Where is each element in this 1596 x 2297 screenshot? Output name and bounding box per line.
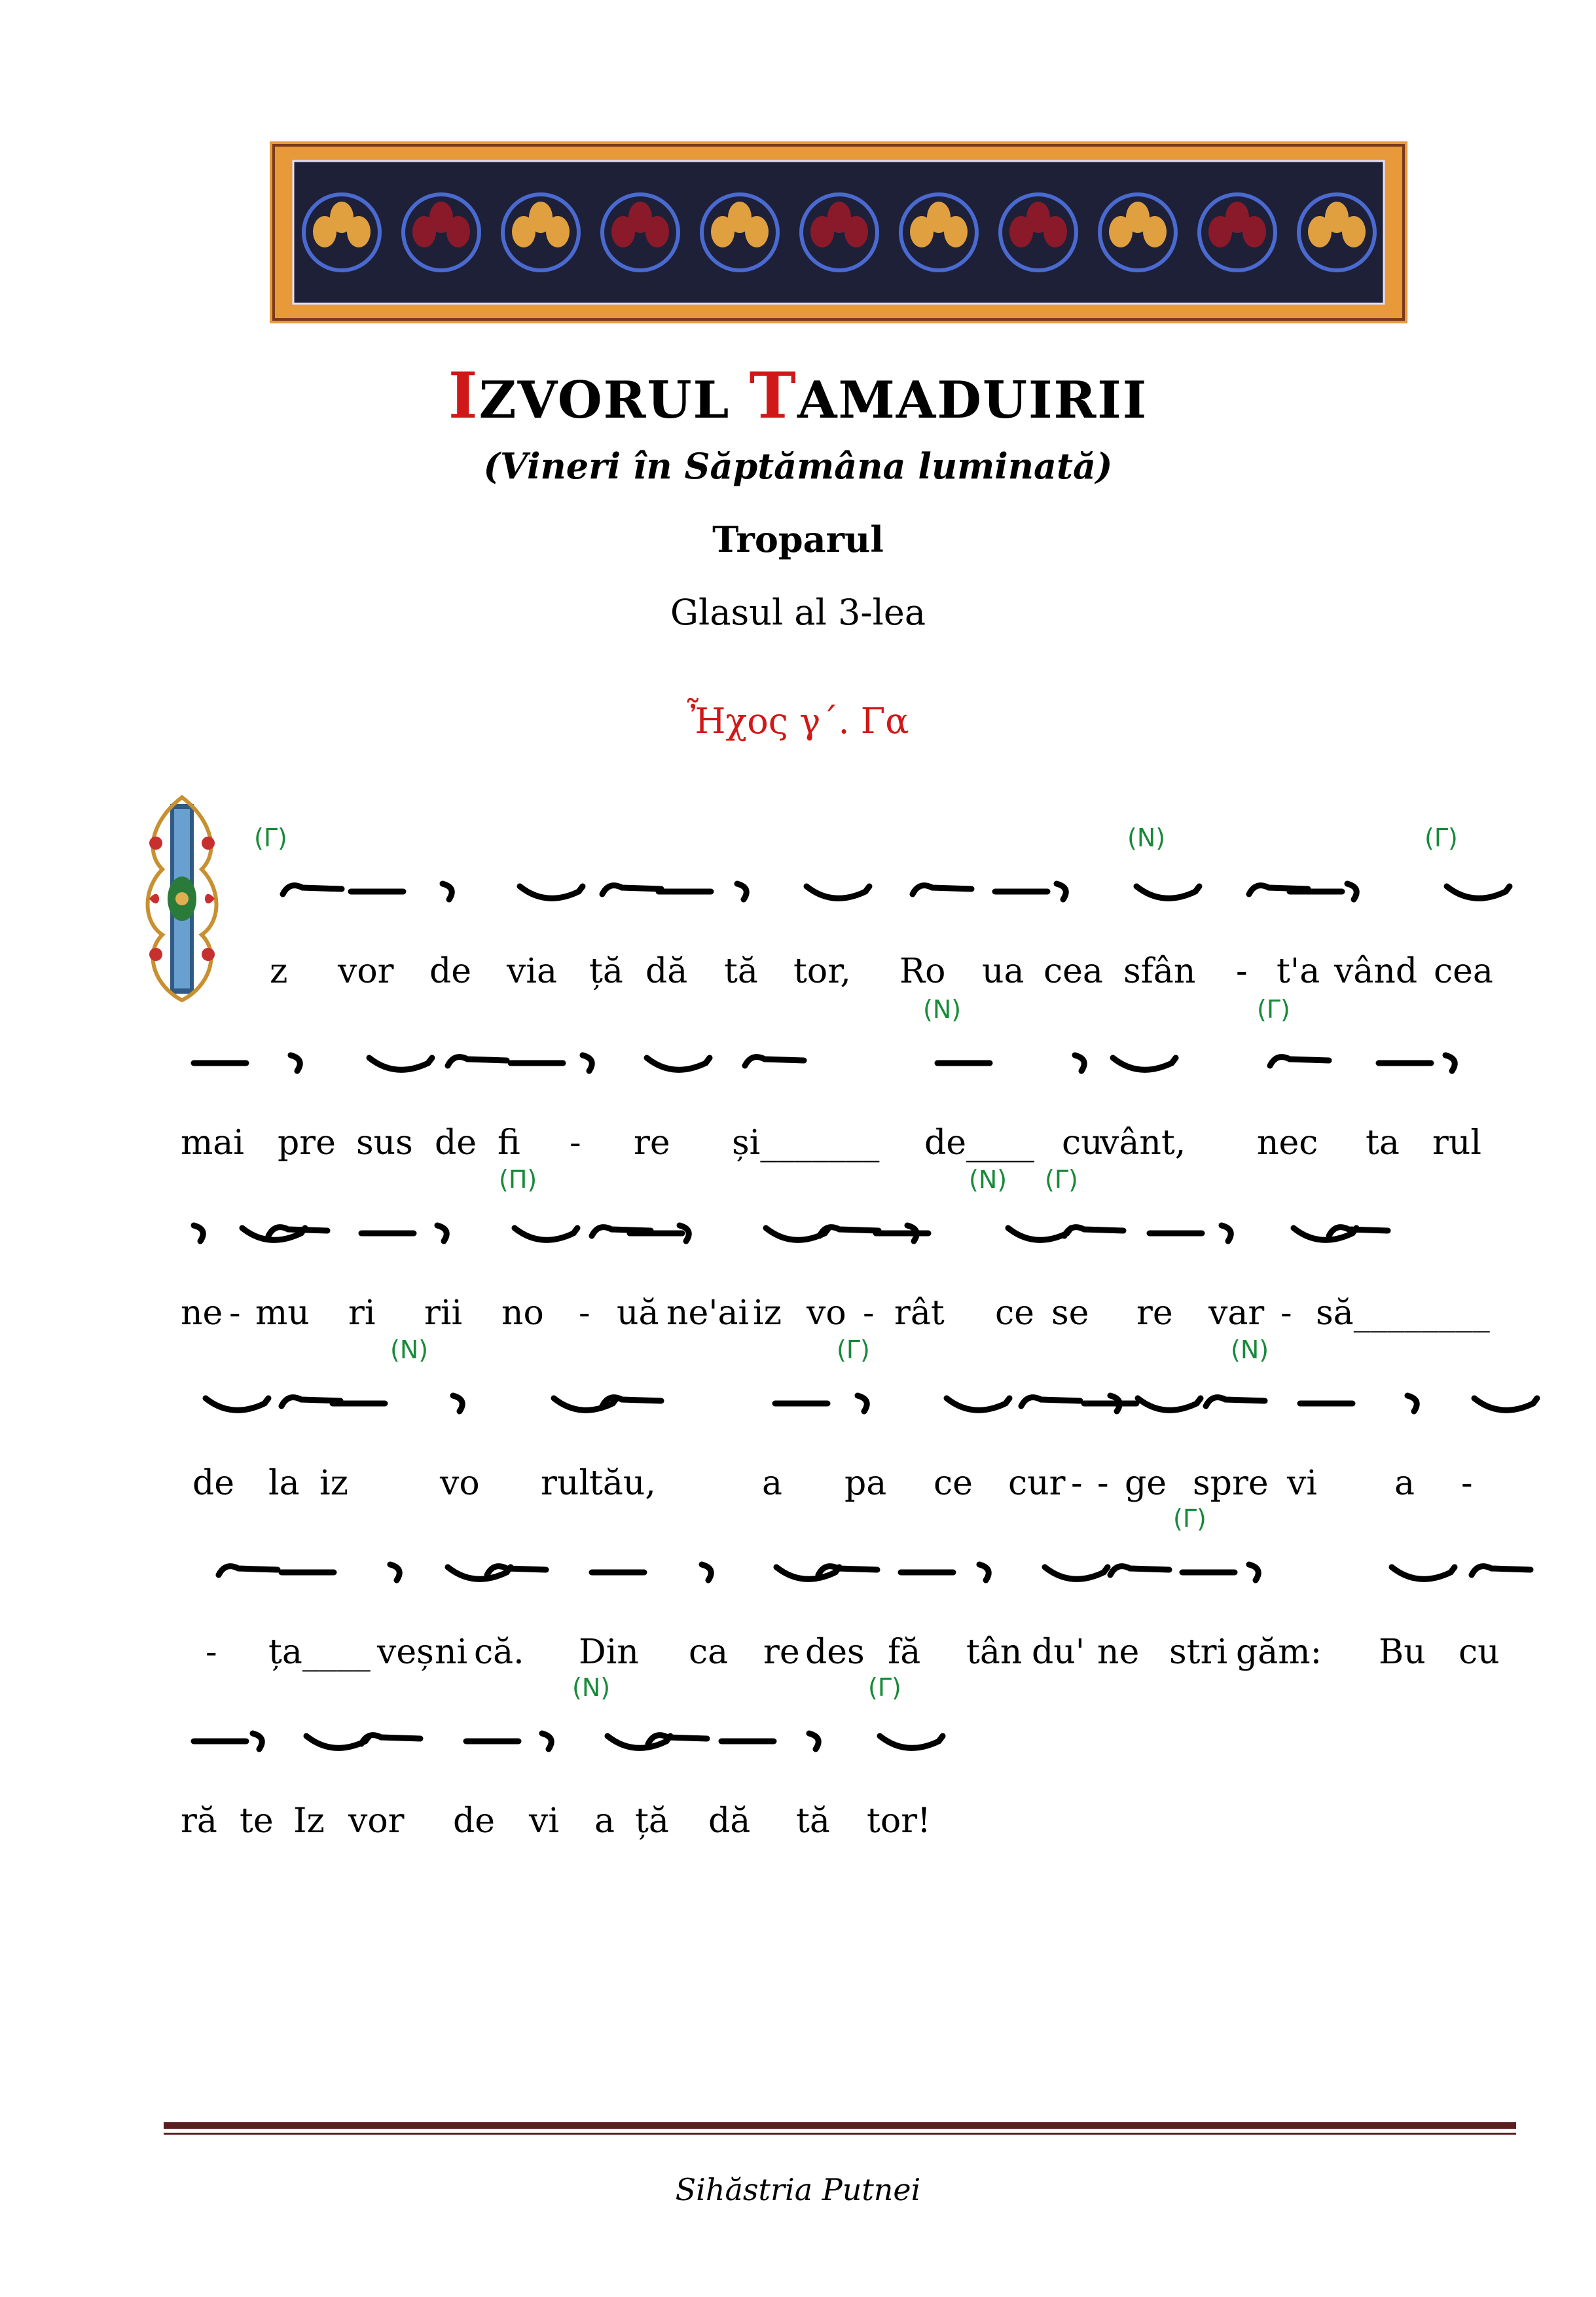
lyric-syllable: uă (617, 1293, 659, 1333)
lyric-syllable: rul (541, 1464, 590, 1503)
martyria-mark: (Γ) (254, 823, 287, 852)
lyric-syllable: vo (440, 1464, 480, 1503)
neume-glyph (913, 886, 971, 894)
lyric-syllable: veș (377, 1633, 434, 1672)
lyric-syllable: vor (338, 952, 394, 991)
banner-petal (944, 216, 968, 247)
neume-glyph (1075, 1055, 1084, 1071)
lyric-syllable: vânt, (1100, 1123, 1186, 1163)
echos-label: Ἦχος γ΄. Γα (687, 700, 909, 742)
neume-glyph (437, 1225, 446, 1241)
neume-glyph (1270, 1057, 1329, 1066)
lyric-syllable: - (1461, 1464, 1473, 1503)
score-line (0, 1504, 1596, 1674)
neume-glyph (1008, 1228, 1071, 1240)
neume-glyph (1057, 884, 1066, 899)
neume-glyph (219, 1566, 278, 1575)
neume-glyph (448, 1057, 507, 1066)
neume-glyph (1249, 1564, 1258, 1580)
lyric-syllable: re (763, 1633, 800, 1672)
lyric-syllable: Bu (1379, 1633, 1426, 1672)
neume-glyph (602, 886, 661, 894)
neume-glyph (947, 1398, 1009, 1410)
neume-glyph (1347, 884, 1356, 899)
banner-petal (745, 216, 769, 247)
neume-glyph (1045, 1567, 1108, 1579)
neume-glyph (390, 1564, 399, 1580)
neume-glyph (453, 1396, 462, 1411)
lyric-syllable: - (206, 1633, 217, 1672)
lyric-syllable: cu (1062, 1123, 1103, 1163)
neume-glyph (1329, 1227, 1388, 1236)
lyric-syllable: spre (1193, 1464, 1269, 1503)
martyria-mark: (Γ) (1424, 823, 1458, 852)
lyric-syllable: ce (934, 1464, 973, 1503)
lyric-syllable: mu (255, 1293, 310, 1333)
neume-glyph (1110, 1566, 1169, 1575)
banner-petal (844, 216, 868, 247)
ornamental-banner-image (270, 141, 1407, 323)
neume-row (0, 1194, 1596, 1273)
lyric-syllable: re (634, 1123, 670, 1163)
lyric-syllable: rii (424, 1293, 463, 1333)
lyric-syllable: tău, (589, 1464, 656, 1503)
lyric-syllable: vi (1287, 1464, 1318, 1503)
lyric-syllable: ne (181, 1293, 223, 1333)
lyric-syllable: - (229, 1293, 241, 1333)
lyric-syllable: vor (348, 1801, 405, 1841)
neume-row (0, 1533, 1596, 1612)
lyric-syllable: cea (1043, 952, 1103, 991)
page-title (0, 359, 1596, 433)
neume-glyph (542, 1733, 551, 1749)
lyric-syllable: du' (1032, 1633, 1085, 1672)
neume-glyph (443, 884, 452, 899)
lyric-syllable: ge (1125, 1464, 1167, 1503)
lyric-syllable: - (863, 1293, 875, 1333)
lyric-syllable: Ro (899, 952, 946, 991)
neume-glyph (291, 1055, 300, 1071)
neume-glyph (1447, 886, 1510, 898)
lyric-syllable: via (507, 952, 558, 991)
lyric-syllable: Iz (293, 1801, 325, 1841)
neume-glyph (1392, 1567, 1455, 1579)
neume-glyph (1113, 1058, 1176, 1070)
neume-glyph (979, 1564, 988, 1580)
lyric-syllable: se (1051, 1293, 1089, 1333)
lyric-syllable: ne (1097, 1633, 1140, 1672)
lyric-syllable: iz (753, 1293, 782, 1333)
banner-petal (347, 216, 371, 247)
lyric-syllable: t'a (1277, 952, 1320, 991)
lyric-syllable: pre (278, 1123, 336, 1163)
lyric-syllable: - (579, 1293, 590, 1333)
lyric-syllable: - (1280, 1293, 1292, 1333)
banner-petal (1342, 216, 1366, 247)
lyric-syllable: rul (1432, 1123, 1481, 1163)
lyric-syllable: ta (1366, 1123, 1400, 1163)
neume-glyph (647, 1058, 710, 1070)
lyric-syllable: dă (645, 952, 688, 991)
lyric-syllable: te (240, 1801, 274, 1841)
banner-petal (1242, 216, 1266, 247)
lyric-syllable: var (1208, 1293, 1265, 1333)
banner-petal (1143, 216, 1167, 247)
footer-text: Sihăstria Putnei (675, 2172, 921, 2207)
neume-glyph (809, 1733, 818, 1749)
tone-label: Glasul al 3-lea (670, 592, 926, 633)
lyric-syllable: vo (807, 1293, 846, 1333)
lyric-syllable: de (453, 1801, 496, 1841)
lyric-syllable: ță (589, 952, 623, 991)
lyric-syllable: că. (474, 1633, 524, 1672)
lyric-syllable: la (268, 1464, 300, 1503)
lyric-syllable: re (1136, 1293, 1173, 1333)
lyric-syllable: rât (894, 1293, 945, 1333)
lyric-syllable: - (1236, 952, 1248, 991)
lyric-syllable: a (1394, 1464, 1415, 1503)
martyria-mark: (Ν) (969, 1165, 1007, 1194)
lyric-syllable: - (570, 1123, 581, 1163)
neume-row (0, 1024, 1596, 1102)
score-line (0, 1335, 1596, 1506)
martyria-mark: (Π) (499, 1165, 537, 1194)
title-word-2: TAMADUIRII (749, 359, 1148, 433)
lyric-syllable: iz (319, 1464, 349, 1503)
score-line (0, 1673, 1596, 1843)
lyric-syllable: tor! (867, 1801, 931, 1841)
neume-glyph (880, 1736, 943, 1748)
banner-petal (446, 216, 470, 247)
neume-glyph (1206, 1398, 1265, 1406)
lyric-syllable: tor, (793, 952, 851, 991)
lyric-syllable: de____ (924, 1123, 1035, 1163)
martyria-mark: (Γ) (1173, 1504, 1206, 1533)
neume-glyph (369, 1058, 432, 1070)
martyria-mark: (Ν) (1231, 1335, 1269, 1364)
lyric-syllable: mai (181, 1123, 244, 1163)
score-line (0, 1165, 1596, 1335)
score-line (0, 995, 1596, 1165)
section-heading: Troparul (712, 518, 884, 560)
neume-row (0, 1702, 1596, 1781)
martyria-mark: (Ν) (572, 1673, 611, 1702)
lyric-syllable: ua (982, 952, 1025, 991)
lyric-syllable: de (429, 952, 472, 991)
neume-glyph (515, 1228, 577, 1240)
footer-rule-thin (164, 2133, 1516, 2135)
lyric-syllable: Din (579, 1633, 639, 1672)
neume-glyph (1138, 1398, 1201, 1410)
lyric-syllable: să________ (1316, 1293, 1490, 1333)
lyric-syllable: ră (181, 1801, 217, 1841)
lyric-syllable: de (435, 1123, 477, 1163)
lyric-syllable: a (762, 1464, 783, 1503)
lyric-syllable: ri (348, 1293, 376, 1333)
lyric-syllable: sus (356, 1123, 413, 1163)
banner-petal (546, 216, 570, 247)
lyric-syllable: a (594, 1801, 615, 1841)
lyric-syllable: dă (708, 1801, 751, 1841)
lyric-syllable: pa (844, 1464, 887, 1503)
lyric-syllable: cu (1459, 1633, 1500, 1672)
lyric-syllable: cur (1008, 1464, 1066, 1503)
martyria-mark: (Γ) (1045, 1165, 1078, 1194)
neume-glyph (1222, 1225, 1231, 1241)
martyria-mark: (Ν) (923, 995, 962, 1024)
neume-glyph (583, 1055, 592, 1071)
neume-row (0, 1364, 1596, 1443)
lyric-syllable: fi (498, 1123, 520, 1163)
lyric-syllable: găm: (1236, 1633, 1322, 1672)
lyric-syllable: nec (1257, 1123, 1318, 1163)
neume-glyph (702, 1564, 711, 1580)
neume-glyph (1064, 1227, 1123, 1236)
neume-glyph (1407, 1396, 1417, 1411)
lyric-syllable: fă (888, 1633, 921, 1672)
lyric-syllable: sfân (1123, 952, 1196, 991)
martyria-mark: (Γ) (1257, 995, 1290, 1024)
neume-glyph (1445, 1055, 1455, 1071)
lyric-syllable: stri (1169, 1633, 1228, 1672)
banner-petal (1043, 216, 1067, 247)
lyric-syllable: ne'ai (666, 1293, 750, 1333)
lyric-syllable: - (1071, 1464, 1083, 1503)
neume-glyph (1474, 1398, 1537, 1410)
title-word-1: IZVORUL (448, 359, 731, 433)
neume-glyph (1136, 886, 1199, 898)
neume-glyph (283, 886, 342, 894)
lyric-syllable: de (192, 1464, 235, 1503)
martyria-mark: (Ν) (390, 1335, 429, 1364)
lyric-syllable: ni (435, 1633, 468, 1672)
martyria-mark: (Ν) (1127, 823, 1166, 852)
neume-glyph (1021, 1398, 1080, 1406)
martyria-mark: (Γ) (837, 1335, 870, 1364)
lyric-syllable: tân (966, 1633, 1023, 1672)
banner-petal (645, 216, 669, 247)
neume-glyph (206, 1398, 268, 1410)
lyric-syllable: vând (1334, 952, 1418, 991)
neume-glyph (745, 1057, 804, 1066)
lyric-syllable: des (805, 1633, 865, 1672)
neume-glyph (520, 886, 583, 898)
neume-glyph (737, 884, 746, 899)
neume-glyph (1472, 1566, 1531, 1575)
lyric-syllable: z (270, 952, 288, 991)
footer-rule (164, 2122, 1516, 2129)
lyric-syllable: ca (689, 1633, 729, 1672)
lyric-syllable: no (501, 1293, 544, 1333)
lyric-syllable: tă (724, 952, 758, 991)
lyric-syllable: ce (995, 1293, 1034, 1333)
lyric-syllable: tă (796, 1801, 830, 1841)
neume-row (0, 852, 1596, 931)
lyric-syllable: ță (635, 1801, 669, 1841)
neume-glyph (194, 1225, 203, 1241)
neume-glyph (858, 1396, 867, 1411)
neume-glyph (807, 886, 869, 898)
martyria-mark: (Γ) (868, 1673, 901, 1702)
score-line (0, 823, 1596, 994)
neume-glyph (253, 1733, 262, 1749)
page-subtitle: (Vineri în Săptămâna luminată) (483, 445, 1113, 487)
lyric-syllable: și_______ (732, 1123, 880, 1163)
lyric-syllable: vi (529, 1801, 560, 1841)
lyric-syllable: - (1097, 1464, 1109, 1503)
lyric-syllable: ța____ (268, 1633, 371, 1672)
lyric-syllable: cea (1434, 952, 1493, 991)
